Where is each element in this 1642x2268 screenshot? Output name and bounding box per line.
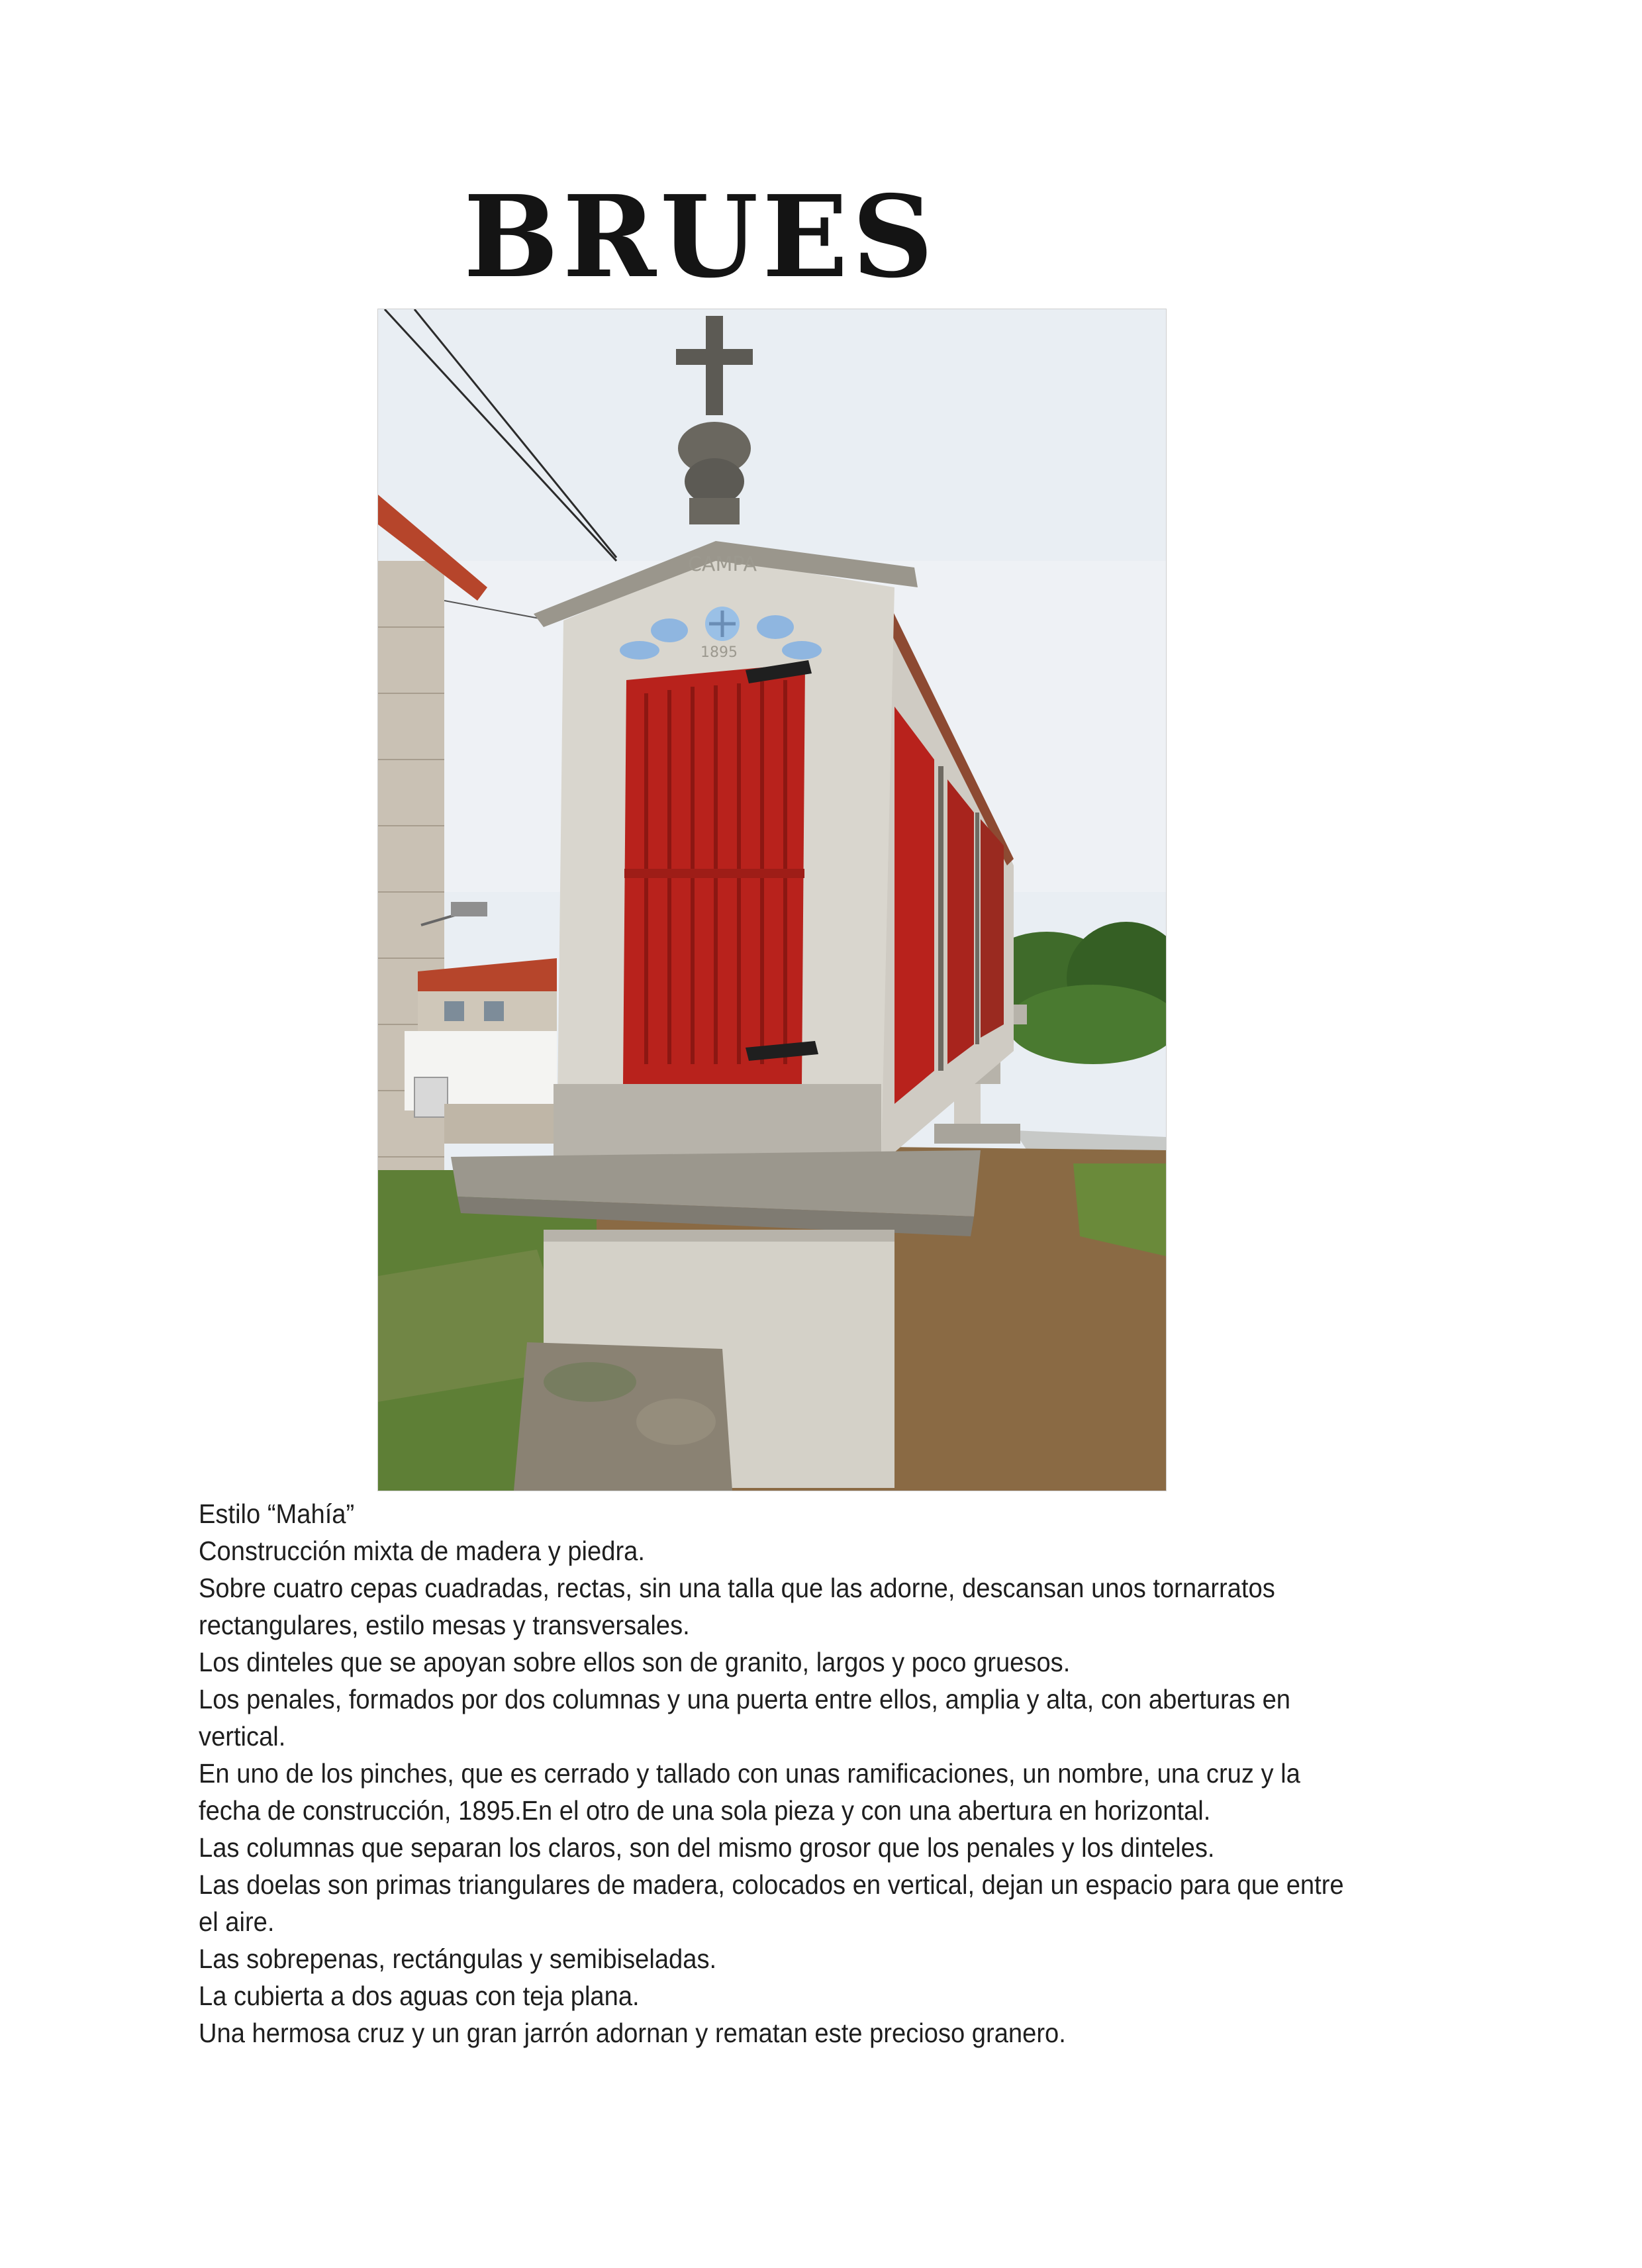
description-paragraph: En uno de los pinches, que es cerrado y tallado con unas ramificaciones, un nombre, una cruz y la fecha de construcción, 1895.En el otro de una sola pieza y con una abertura en horizontal.	[199, 1758, 1300, 1826]
inscription-name: CAMPA	[687, 553, 757, 576]
description-paragraph: Las doelas son primas triangulares de madera, colocados en vertical, dejan un espacio para que entre el aire.	[199, 1869, 1344, 1937]
description-paragraph: Los penales, formados por dos columnas y una puerta entre ellos, amplia y alta, con aberturas en vertical.	[199, 1684, 1291, 1751]
description-paragraph: La cubierta a dos aguas con teja plana.	[199, 1981, 640, 2011]
description-text	[199, 1495, 1369, 2051]
inscription-year: 1895	[700, 644, 738, 661]
description-paragraph: Las columnas que separan los claros, son del mismo grosor que los penales y los dinteles.	[199, 1832, 1215, 1863]
horreo-photo	[377, 309, 1167, 1491]
description-paragraph: Construcción mixta de madera y piedra.	[199, 1536, 645, 1566]
description-paragraph: Sobre cuatro cepas cuadradas, rectas, sin una talla que las adorne, descansan unos tornarratos rectangulares, estilo mesas y transversales.	[199, 1573, 1275, 1640]
description-paragraph: Una hermosa cruz y un gran jarrón adornan y rematan este precioso granero.	[199, 2018, 1066, 2048]
page-title: BRUES	[463, 171, 938, 303]
description-paragraph: Las sobrepenas, rectángulas y semibiseladas.	[199, 1944, 717, 1974]
style-line: Estilo “Mahía”	[199, 1499, 355, 1529]
red-door	[623, 664, 805, 1084]
horreo-photo-image	[378, 309, 1166, 1491]
description-paragraph: Los dinteles que se apoyan sobre ellos son de granito, largos y poco gruesos.	[199, 1647, 1071, 1677]
